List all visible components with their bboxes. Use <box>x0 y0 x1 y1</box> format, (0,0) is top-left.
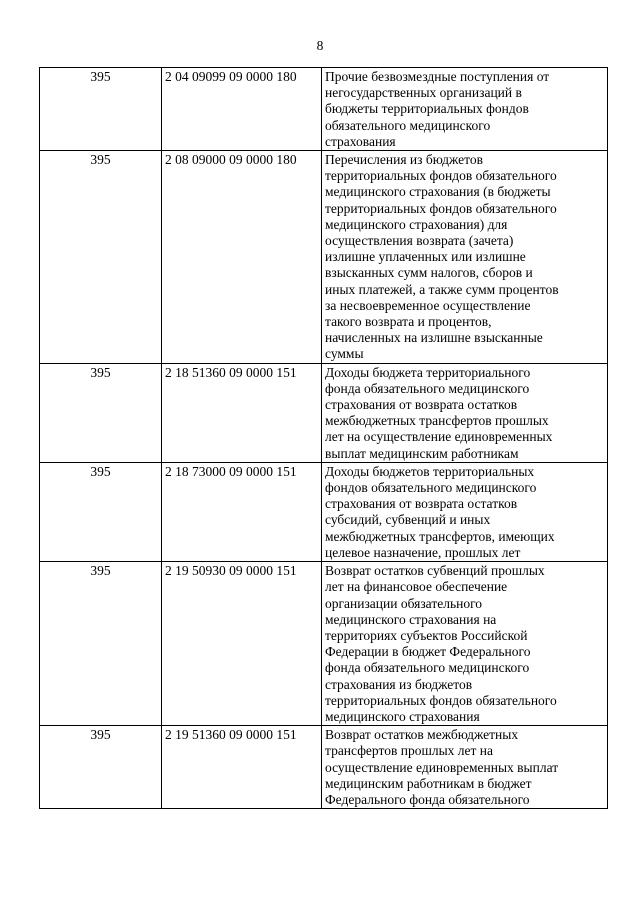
budget-codes-table <box>39 67 608 809</box>
name-line: страхования из бюджетов <box>325 676 473 692</box>
admin-code-cell: 395 <box>40 363 162 462</box>
revenue-name-cell <box>322 462 608 561</box>
name-line: целевое назначение, прошлых лет <box>325 544 521 560</box>
name-line: обязательного медицинского <box>325 117 491 133</box>
revenue-code-cell: 2 19 51360 09 0000 151 <box>162 726 322 809</box>
name-line: Доходы бюджета территориального <box>325 364 531 380</box>
name-line: межбюджетных трансфертов прошлых <box>325 413 549 429</box>
table-body <box>40 68 608 809</box>
name-line: фонда обязательного медицинского <box>325 660 530 676</box>
name-line: субсидий, субвенций и иных <box>325 512 491 528</box>
revenue-code-cell: 2 04 09099 09 0000 180 <box>162 68 322 151</box>
name-line: Прочие безвозмездные поступления от <box>325 69 550 84</box>
admin-code-cell: 395 <box>40 562 162 726</box>
revenue-name-cell <box>322 151 608 364</box>
name-line: такого возврата и процентов, <box>325 314 492 330</box>
name-line: Возврат остатков субвенций прошлых <box>325 563 545 579</box>
admin-code-cell: 395 <box>40 726 162 809</box>
name-line: выплат медицинским работникам <box>325 445 519 461</box>
table-row <box>40 726 608 809</box>
name-line: иных платежей, а также сумм процентов <box>325 281 559 297</box>
name-line: Перечисления из бюджетов <box>325 152 483 168</box>
name-line: за несвоевременное осуществление <box>325 297 531 313</box>
table-row <box>40 562 608 726</box>
name-line: страхования от возврата остатков <box>325 397 518 413</box>
admin-code-cell: 395 <box>40 462 162 561</box>
name-line: медицинского страхования (в бюджеты <box>325 184 551 200</box>
revenue-name-cell <box>322 726 608 809</box>
name-line: Федерации в бюджет Федерального <box>325 644 531 660</box>
name-line: излишне уплаченных или излишне <box>325 249 526 265</box>
table-row <box>40 68 608 151</box>
name-line: суммы <box>325 346 364 362</box>
name-line: Доходы бюджетов территориальных <box>325 463 535 479</box>
name-line: страхования <box>325 133 396 149</box>
name-line: территориальных фондов обязательного <box>325 692 557 708</box>
admin-code-cell: 395 <box>40 151 162 364</box>
name-line: организации обязательного <box>325 595 483 611</box>
name-line: страхования от возврата остатков <box>325 496 518 512</box>
table-row <box>40 363 608 462</box>
name-line: территориальных фондов обязательного <box>325 200 557 216</box>
admin-code-cell: 395 <box>40 68 162 151</box>
revenue-name-cell <box>322 562 608 726</box>
revenue-name-cell <box>322 68 608 151</box>
table-row <box>40 151 608 364</box>
name-line: медицинского страхования) для <box>325 216 508 232</box>
name-line: осуществление единовременных выплат <box>325 759 559 775</box>
revenue-code-cell: 2 19 50930 09 0000 151 <box>162 562 322 726</box>
table-row <box>40 462 608 561</box>
revenue-code-cell: 2 18 51360 09 0000 151 <box>162 363 322 462</box>
name-line: начисленных на излишне взысканные <box>325 330 543 346</box>
name-line: трансфертов прошлых лет на <box>325 743 493 759</box>
page-number: 8 <box>316 38 324 53</box>
revenue-name-cell <box>322 363 608 462</box>
name-line: межбюджетных трансфертов, имеющих <box>325 528 555 544</box>
name-line: негосударственных организаций в <box>325 85 522 101</box>
name-line: территориях субъектов Российской <box>325 627 528 643</box>
name-line: медицинским работникам в бюджет <box>325 775 532 791</box>
name-line: медицинского страхования на <box>325 611 497 627</box>
name-line: взысканных сумм налогов, сборов и <box>325 265 533 281</box>
name-line: осуществления возврата (зачета) <box>325 233 514 249</box>
name-line: Федерального фонда обязательного <box>325 791 530 807</box>
name-line: территориальных фондов обязательного <box>325 168 557 184</box>
name-line: фондов обязательного медицинского <box>325 480 537 496</box>
revenue-code-cell: 2 18 73000 09 0000 151 <box>162 462 322 561</box>
name-line: Возврат остатков межбюджетных <box>325 727 519 743</box>
name-line: медицинского страхования <box>325 708 480 724</box>
name-line: бюджеты территориальных фондов <box>325 101 529 117</box>
name-line: фонда обязательного медицинского <box>325 380 530 396</box>
revenue-code-cell: 2 08 09000 09 0000 180 <box>162 151 322 364</box>
name-line: лет на финансовое обеспечение <box>325 579 508 595</box>
name-line: лет на осуществление единовременных <box>325 429 553 445</box>
